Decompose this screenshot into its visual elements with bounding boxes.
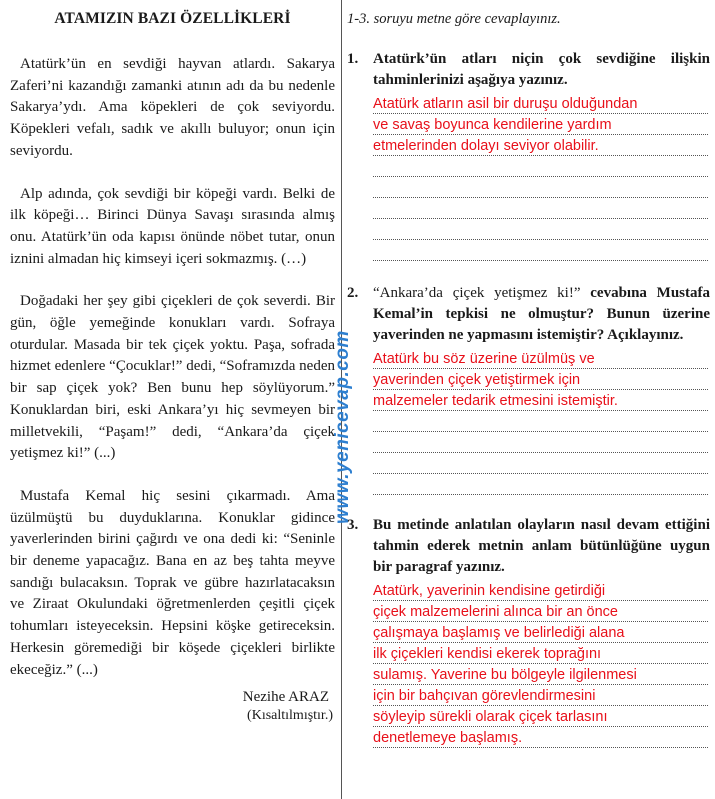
answer-text-line: etmelerinden dolayı seviyor olabilir. [373, 138, 599, 154]
question-text-plain: “Ankara’da çiçek yetişmez ki!” [373, 285, 591, 301]
answer-text-line: Atatürk bu söz üzerine üzülmüş ve [373, 351, 595, 367]
answer-text-line: ve savaş boyunca kendilerine yardım [373, 117, 612, 133]
question-text-bold: cevabına Mustafa Kemal’in tepkisi ne olmuştur? Bunun üzerine yaverinden ne yapmasını istemiştir? Açıklayınız. [373, 285, 710, 343]
passage-column [10, 8, 335, 725]
answer-line [373, 411, 708, 432]
watermark-text: www.yenicevap.com [332, 330, 353, 524]
question [347, 283, 710, 495]
passage-note: (Kısaltılmıştır.) [247, 708, 333, 724]
answer-text-line: sulamış. Yaverine bu bölgeyle ilgilenmesi [373, 667, 637, 683]
question-number: 3. [347, 517, 359, 533]
answer-area[interactable] [373, 93, 710, 261]
answer-text-line: denetlemeye başlamış. [373, 730, 523, 746]
passage-paragraph: Atatürk’ün en sevdiği hayvan atlardı. Sakarya Zaferi’ni kazandığı zamanki atının adı da bu nedenle Sakarya’ydı. Ama köpekleri de çok seviyordu. Köpekleri vefalı, sadık ve akıllı buluyor; onun için seviyordu. [10, 56, 335, 159]
answer-area[interactable] [373, 348, 710, 495]
answer-text-line: ilk çiçekleri kendisi ekerek toprağını [373, 646, 602, 662]
answer-line [373, 219, 708, 240]
question-text [373, 49, 710, 91]
passage-paragraph: Alp adında, çok sevdiği bir köpeği vardı. Belki de ilk köpeği… Birinci Dünya Savaşı sırasında almış onu. Atatürk’ün oda kapısı önünde nöbet tutar, onun iznini almadan hiç kimseyi içeri sokmazmış. (…) [10, 185, 335, 267]
answer-text-line: çalışmaya başlamış ve belirlediği alana [373, 625, 625, 641]
passage-title: ATAMIZIN BAZI ÖZELLİKLERİ [54, 10, 291, 27]
question-text [373, 283, 710, 346]
passage-author: Nezihe ARAZ [242, 689, 329, 706]
answer-text [373, 348, 710, 411]
answer-line [373, 198, 708, 219]
passage-paragraph: Doğadaki her şey gibi çiçekleri de çok severdi. Bir gün, öğle yemeğinde konukları vardı. Sofraya oturdular. Masada bir tek çiçek yoktu. Paşa, sofrada hizmet edenlere “Çocuklar!” dedi, “Soframızda neden bir sap çiçek yok? Ben bunu hep söylüyorum.” Konuklardan biri, eski Ankara’yı hiç sevmeyen bir milletvekili, “Paşam!” dedi, “Ankara’da çiçek yetişmez ki!” (...) [10, 293, 335, 462]
answer-line [373, 156, 708, 177]
instructions: 1-3. soruyu metne göre cevaplayınız. [347, 11, 561, 27]
answer-line [373, 177, 708, 198]
answer-line [373, 453, 708, 474]
question-number: 1. [347, 51, 359, 67]
answer-line [373, 474, 708, 495]
question-number: 2. [347, 285, 359, 301]
answer-line [373, 240, 708, 261]
questions-column [347, 8, 710, 748]
question-text-bold: Bu metinde anlatılan olayların nasıl devam ettiğini tahmin ederek metnin anlam bütünlüğüne uygun bir paragraf yazınız. [373, 517, 710, 575]
question [347, 49, 710, 261]
answer-area[interactable] [373, 580, 710, 748]
passage-paragraph: Mustafa Kemal hiç sesini çıkarmadı. Ama üzülmüştü bu duyduklarına. Konuklar gidince yaverlerinden birini çağırdı ve ona dedi ki: “Seninle bir deneme yapacağız. Bana en az beş tahta meyve sandığı bulacaksın. Toprak ve gübre hazırlatacaksın ve Ziraat Okulundaki öğretmenlerden çeşitli çiçek tohumları isteyeceksin. Hepsini köşke getireceksin. Herkesin göremediği bir köşede çiçekleri birlikte ekeceğiz.” (...) [10, 487, 335, 678]
question-text-bold: Atatürk’ün atları niçin çok sevdiğine ilişkin tahminlerinizi aşağıya yazınız. [373, 51, 710, 88]
answer-text-line: malzemeler tedarik etmesini istemiştir. [373, 393, 618, 409]
answer-text-line: Atatürk, yaverinin kendisine getirdiği [373, 583, 606, 599]
answer-text-line: söyleyip sürekli olarak çiçek tarlasını [373, 709, 608, 725]
question [347, 515, 710, 748]
answer-line [373, 432, 708, 453]
answer-text-line: Atatürk atların asil bir duruşu olduğundan [373, 96, 638, 112]
question-text [373, 515, 710, 578]
answer-text [373, 93, 710, 156]
answer-text [373, 580, 710, 748]
answer-text-line: yaverinden çiçek yetiştirmek için [373, 372, 581, 388]
answer-text-line: çiçek malzemelerini alınca bir an önce [373, 604, 618, 620]
answer-text-line: için bir bahçıvan görevlendirmesini [373, 688, 596, 704]
